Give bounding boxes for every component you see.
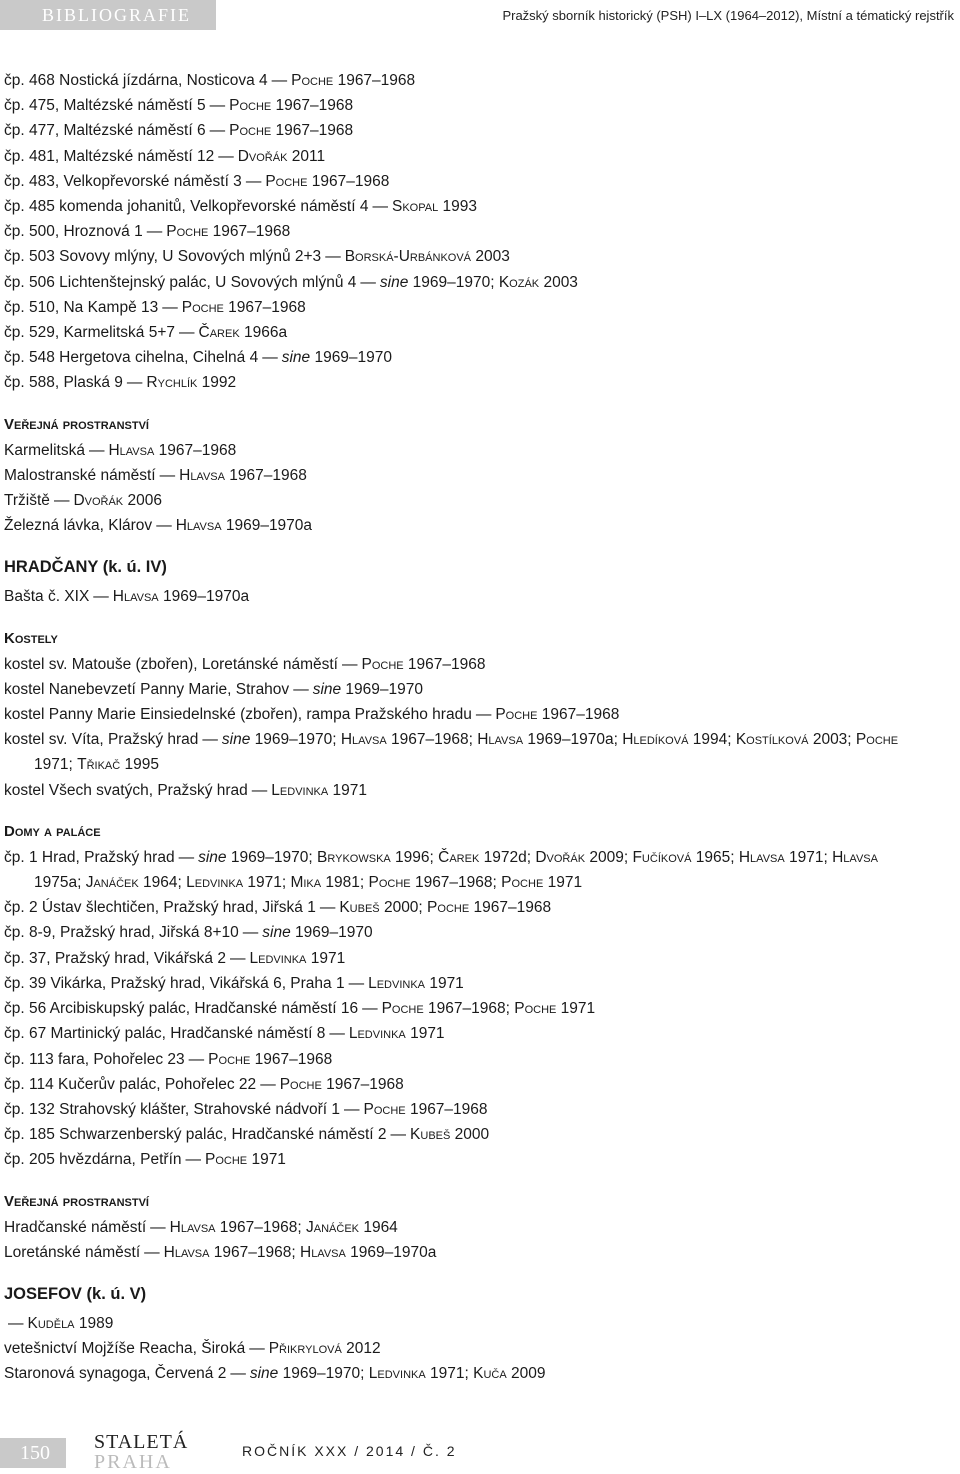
entry-dash: — <box>344 1100 360 1118</box>
entry-dash: — <box>209 122 226 140</box>
author-name: Hlavsa <box>832 848 878 866</box>
entry-text: 1969–1970; <box>408 273 499 291</box>
entry-dash: — <box>360 273 376 291</box>
author-name: Hlavsa <box>108 441 155 459</box>
entry-text: kostel Nanebevzetí Panny Marie, Strahov <box>4 680 290 698</box>
entry-dash: — <box>230 1365 246 1383</box>
entry-text: 1969–1970a <box>221 517 313 535</box>
entry-text: čp. 485 komenda johanitů, Velkopřevorské náměstí 4 <box>4 198 369 216</box>
entry-text: 1969–1970a <box>345 1243 437 1261</box>
entry-dash: — <box>262 349 278 367</box>
entry-text: 1981; <box>321 874 369 892</box>
entry-text: čp. 503 Sovovy mlýny, U Sovových mlýnů 2+3 <box>4 248 322 266</box>
author-name: Hledíková <box>622 731 689 749</box>
entry-text: čp. 8-9, Pražský hrad, Jiřská 8+10 <box>4 924 239 942</box>
entry-dash: — <box>251 781 268 799</box>
author-name: Hlavsa <box>300 1243 346 1261</box>
section-heading: JOSEFOV (k. ú. V) <box>4 1284 147 1303</box>
sine-marker: sine <box>221 731 251 749</box>
entry-text: čp. 37, Pražský hrad, Vikářská 2 <box>4 949 226 967</box>
index-entry <box>4 946 958 971</box>
author-name: Fučíková <box>632 848 692 866</box>
entry-text: 1967–1968; <box>215 1218 307 1236</box>
sine-marker: sine <box>281 349 311 367</box>
author-name: Poche <box>514 1000 557 1018</box>
section-heading: HRADČANY (k. ú. IV) <box>4 558 167 577</box>
entry-dash: — <box>229 949 246 967</box>
index-entry <box>4 1361 958 1386</box>
entry-text: 1994; <box>688 731 736 749</box>
entry-text: 1972d; <box>479 848 536 866</box>
entry-dash: — <box>218 147 234 165</box>
entry-dash: — <box>93 588 109 606</box>
entry-dash: — <box>242 924 259 942</box>
entry-dash: — <box>185 1151 202 1169</box>
entry-text: vetešnictví Mojžíše Reacha, Široká <box>4 1340 246 1358</box>
entry-text: 2003 <box>539 273 578 291</box>
entry-text: čp. 529, Karmelitská 5+7 <box>4 324 176 342</box>
index-entry <box>4 1021 958 1046</box>
entry-text: 1967–1968 <box>250 1050 333 1068</box>
entry-dash: — <box>249 1340 265 1358</box>
entry-text: čp. 588, Plaská 9 <box>4 374 123 392</box>
entry-text: čp. 506 Lichtenštejnský palác, U Sovových mlýnů 4 <box>4 273 357 291</box>
entry-dash: — <box>178 848 195 866</box>
author-name: Poche <box>381 1000 424 1018</box>
author-name: Poche <box>229 97 272 115</box>
entry-dash: — <box>202 731 218 749</box>
entry-text: 1975a; <box>34 874 86 892</box>
entry-text: kostel Panny Marie Einsiedelnské (zbořen), rampa Pražského hradu <box>4 706 472 724</box>
author-name: Hlavsa <box>477 731 524 749</box>
section-tag <box>0 0 216 30</box>
entry-dash: — <box>88 441 105 459</box>
entry-text: čp. 483, Velkopřevorské náměstí 3 <box>4 172 242 190</box>
entry-continuation <box>4 752 958 777</box>
entry-dash: — <box>150 1218 166 1236</box>
author-name: Hlavsa <box>175 517 222 535</box>
entry-text: 1969–1970; <box>278 1365 369 1383</box>
entry-text: 1967–1968; <box>423 1000 515 1018</box>
index-entry <box>4 778 958 803</box>
entry-text: čp. 39 Vikárka, Pražský hrad, Vikářská 6, Praha 1 <box>4 974 345 992</box>
index-entry <box>4 295 958 320</box>
index-entry <box>4 727 958 777</box>
logo-line2: PRAHA <box>94 1451 172 1473</box>
author-name: Janáček <box>306 1218 360 1236</box>
entry-text: Malostranské náměstí <box>4 466 156 484</box>
author-name: Kuděla <box>27 1314 75 1332</box>
entry-text: 1971; <box>784 848 833 866</box>
entry-text: 1971 <box>556 1000 596 1018</box>
entry-dash: — <box>53 492 70 510</box>
author-name: Poche <box>291 72 334 89</box>
index-entry <box>4 118 958 143</box>
entry-dash: — <box>362 1000 378 1018</box>
entry-dash: — <box>159 466 176 484</box>
author-name: Dvořák <box>237 147 288 165</box>
author-name: Rychlík <box>146 374 198 392</box>
entry-text: čp. 67 Martinický palác, Hradčanské náměstí 8 <box>4 1025 326 1043</box>
index-entry <box>4 169 958 194</box>
entry-text: čp. 114 Kučerův palác, Pohořelec 22 <box>4 1075 257 1093</box>
subsection-heading: Veřejná prostranství <box>4 415 149 433</box>
entry-text: 1969–1970; <box>226 848 318 866</box>
author-name: Hlavsa <box>738 848 785 866</box>
entry-dash: — <box>146 223 163 241</box>
issue-label: ROČNÍK XXX / 2014 / Č. 2 <box>242 1443 457 1459</box>
author-name: Poche <box>229 122 272 140</box>
author-name: Čarek <box>198 324 240 342</box>
index-entry <box>4 194 958 219</box>
index-entry <box>4 1240 958 1265</box>
entry-text: Bašta č. XIX <box>4 588 90 606</box>
journal-logo <box>94 1432 188 1472</box>
entry-continuation <box>4 870 958 895</box>
entry-text: 1967–1968 <box>224 466 307 484</box>
entry-text: čp. 56 Arcibiskupský palác, Hradčanské náměstí 16 <box>4 1000 359 1018</box>
entry-text: Staronová synagoga, Červená 2 <box>4 1365 227 1383</box>
author-name: Janáček <box>85 874 139 892</box>
entry-text: 1971; <box>34 756 78 774</box>
entry-text: 1965; <box>691 848 739 866</box>
author-name: Třikač <box>77 756 121 774</box>
entry-text: 1967–1968 <box>154 441 237 459</box>
entry-dash: — <box>179 324 195 342</box>
entry-dash: — <box>126 374 143 392</box>
entry-text: 1995 <box>120 756 159 774</box>
index-entry <box>4 244 958 269</box>
index-entry <box>4 1147 958 1172</box>
entry-text: 1967–1968; <box>386 731 478 749</box>
subsection-heading: Domy a paláce <box>4 822 101 840</box>
index-entry <box>4 144 958 169</box>
index-entry <box>4 1336 958 1361</box>
entry-text: Železná lávka, Klárov <box>4 517 153 535</box>
index-entry <box>4 1097 958 1122</box>
entry-dash: — <box>293 680 309 698</box>
entry-text: čp. 548 Hergetova cihelna, Cihelná 4 <box>4 349 259 367</box>
index-entry <box>4 1047 958 1072</box>
author-name: Poche <box>427 899 470 917</box>
author-name: Kozák <box>498 273 540 291</box>
author-name: Dvořák <box>73 492 124 510</box>
entry-text: kostel sv. Matouše (zbořen), Loretánské náměstí <box>4 655 338 673</box>
entry-text: Karmelitská <box>4 441 85 459</box>
index-entry <box>4 996 958 1021</box>
author-name: Poche <box>501 874 544 892</box>
author-name: Hlavsa <box>179 466 225 484</box>
sine-marker: sine <box>262 924 291 942</box>
author-name: Hlavsa <box>112 588 159 606</box>
entry-text: 1971; <box>425 1365 474 1383</box>
entry-dash: — <box>156 517 172 535</box>
entry-text: 1971; <box>243 874 291 892</box>
index-entry <box>4 345 958 370</box>
entry-text: 1992 <box>197 374 237 392</box>
entry-dash: — <box>390 1126 407 1144</box>
subsection-heading: Kostely <box>4 629 58 647</box>
entry-dash: — <box>245 172 262 190</box>
page-number: 150 <box>20 1442 50 1464</box>
entry-text: kostel Všech svatých, Pražský hrad <box>4 781 248 799</box>
index-entry <box>4 677 958 702</box>
author-name: Poche <box>855 731 899 749</box>
author-name: Poche <box>166 223 209 241</box>
author-name: Kuča <box>473 1365 507 1383</box>
sine-marker: sine <box>379 273 409 291</box>
entry-dash: — <box>188 1050 205 1068</box>
entry-text: 1967–1968 <box>271 97 354 115</box>
entry-text: 1971 <box>425 974 464 992</box>
entry-text: 1996; <box>390 848 439 866</box>
entry-text: Tržiště <box>4 492 50 510</box>
entry-text: 2012 <box>341 1340 381 1358</box>
index-entry <box>4 702 958 727</box>
entry-text: 1967–1968 <box>307 172 390 190</box>
entry-text: čp. 185 Schwarzenberský palác, Hradčanské náměstí 2 <box>4 1126 387 1144</box>
entry-dash: — <box>329 1025 345 1043</box>
entry-text: 1967–1968; <box>209 1243 300 1261</box>
author-name: Poche <box>361 655 404 673</box>
entry-text: 1969–1970; <box>250 731 341 749</box>
entry-dash: — <box>8 1314 24 1332</box>
entry-text: 1967–1968; <box>410 874 502 892</box>
entry-dash: — <box>325 248 341 266</box>
author-name: Ledvinka <box>348 1025 406 1043</box>
entry-text: 2000 <box>450 1126 490 1144</box>
author-name: Ledvinka <box>271 781 329 799</box>
entry-text: 1967–1968 <box>223 298 306 316</box>
entry-text: 1971 <box>247 1151 286 1169</box>
entry-text: čp. 205 hvězdárna, Petřín <box>4 1151 182 1169</box>
entry-text: kostel sv. Víta, Pražský hrad <box>4 731 199 749</box>
sine-marker: sine <box>249 1365 279 1383</box>
index-entry <box>4 920 958 945</box>
index-entry <box>4 971 958 996</box>
entry-dash: — <box>260 1075 276 1093</box>
entry-dash: — <box>162 298 178 316</box>
index-entry <box>4 584 958 609</box>
entry-text: čp. 475, Maltézské náměstí 5 <box>4 97 206 115</box>
index-entry <box>4 1072 958 1097</box>
section-tag-label: BIBLIOGRAFIE <box>42 5 191 25</box>
author-name: Čarek <box>438 848 480 866</box>
entry-text: 1969–1970a <box>158 588 250 606</box>
entry-text: 1967–1968 <box>271 122 354 140</box>
author-name: Poche <box>181 298 224 316</box>
entry-text: 2003 <box>471 248 510 266</box>
entry-text: 1967–1968 <box>333 72 416 89</box>
author-name: Brykowska <box>317 848 391 866</box>
entry-text: 1971 <box>405 1025 445 1043</box>
entry-text: 1969–1970 <box>290 924 373 942</box>
index-entry <box>4 513 958 538</box>
running-title: Pražský sborník historický (PSH) I–LX (1964–2012), Místní a tématický rejstřík <box>502 8 954 23</box>
index-content <box>4 68 958 1387</box>
sine-marker: sine <box>198 848 227 866</box>
index-entry <box>4 652 958 677</box>
author-name: Poche <box>495 706 538 724</box>
author-name: Skopal <box>391 198 439 216</box>
entry-dash: — <box>341 655 358 673</box>
entry-text: Loretánské náměstí <box>4 1243 141 1261</box>
index-entry <box>4 68 958 93</box>
author-name: Poche <box>368 874 411 892</box>
entry-text: 2009 <box>506 1365 546 1383</box>
author-name: Ledvinka <box>368 1365 426 1383</box>
entry-text: Hradčanské náměstí <box>4 1218 147 1236</box>
index-entry <box>4 845 958 895</box>
entry-text: 1967–1968 <box>537 706 620 724</box>
logo-line1: STALETÁ <box>94 1431 189 1453</box>
entry-text: čp. 2 Ústav šlechtičen, Pražský hrad, Jiřská 1 <box>4 899 316 917</box>
author-name: Ledvinka <box>186 874 244 892</box>
entry-text: 1967–1968 <box>403 655 486 673</box>
author-name: Hlavsa <box>340 731 387 749</box>
entry-dash: — <box>372 198 388 216</box>
author-name: Kostílková <box>735 731 809 749</box>
entry-text: 1989 <box>74 1314 114 1332</box>
entry-text: čp. 113 fara, Pohořelec 23 <box>4 1050 185 1068</box>
entry-dash: — <box>271 72 288 89</box>
entry-text: 1967–1968 <box>405 1100 488 1118</box>
index-entry <box>4 370 958 395</box>
entry-dash: — <box>144 1243 160 1261</box>
entry-text: 1969–1970 <box>341 680 424 698</box>
entry-text: 2006 <box>123 492 162 510</box>
entry-text: čp. 510, Na Kampě 13 <box>4 298 159 316</box>
entry-text: 1964 <box>359 1218 398 1236</box>
index-entry <box>4 270 958 295</box>
index-entry <box>4 93 958 118</box>
entry-text: 1966a <box>239 324 288 342</box>
index-entry <box>4 1311 958 1336</box>
entry-dash: — <box>475 706 492 724</box>
index-entry <box>4 895 958 920</box>
entry-dash: — <box>319 899 336 917</box>
entry-text: 1969–1970 <box>310 349 393 367</box>
index-entry <box>4 1122 958 1147</box>
author-name: Kubeš <box>339 899 380 917</box>
author-name: Poche <box>265 172 308 190</box>
entry-dash: — <box>209 97 226 115</box>
entry-text: čp. 1 Hrad, Pražský hrad <box>4 848 175 866</box>
author-name: Hlavsa <box>169 1218 216 1236</box>
entry-dash: — <box>348 974 365 992</box>
index-entry <box>4 488 958 513</box>
author-name: Borská-Urbánková <box>344 248 472 266</box>
author-name: Poche <box>363 1100 406 1118</box>
entry-text: čp. 132 Strahovský klášter, Strahovské nádvoří 1 <box>4 1100 341 1118</box>
entry-text: 1971 <box>328 781 368 799</box>
index-entry <box>4 438 958 463</box>
author-name: Poche <box>279 1075 322 1093</box>
author-name: Mika <box>290 874 322 892</box>
entry-text: 2000; <box>379 899 428 917</box>
entry-text: 1969–1970a; <box>523 731 623 749</box>
entry-text: 1993 <box>438 198 477 216</box>
entry-text: 1967–1968 <box>208 223 291 241</box>
entry-text: 1967–1968 <box>321 1075 404 1093</box>
author-name: Hlavsa <box>163 1243 210 1261</box>
entry-text: 1967–1968 <box>469 899 552 917</box>
entry-text: čp. 477, Maltézské náměstí 6 <box>4 122 206 140</box>
index-entry <box>4 320 958 345</box>
entry-text: 1964; <box>138 874 187 892</box>
index-entry <box>4 219 958 244</box>
author-name: Přikrylová <box>268 1340 342 1358</box>
author-name: Kubeš <box>410 1126 451 1144</box>
entry-text: 1971 <box>306 949 346 967</box>
author-name: Ledvinka <box>249 949 307 967</box>
subsection-heading: Veřejná prostranství <box>4 1192 149 1210</box>
entry-text: čp. 481, Maltézské náměstí 12 <box>4 147 215 165</box>
author-name: Poche <box>205 1151 248 1169</box>
entry-text: 2003; <box>808 731 856 749</box>
entry-text: čp. 468 Nostická jízdárna, Nosticova 4 <box>4 72 268 89</box>
index-entry <box>4 463 958 488</box>
sine-marker: sine <box>312 680 342 698</box>
entry-text: 2009; <box>585 848 633 866</box>
entry-text: čp. 500, Hroznová 1 <box>4 223 143 241</box>
author-name: Poche <box>208 1050 251 1068</box>
page-number-box <box>0 1438 66 1468</box>
author-name: Dvořák <box>535 848 586 866</box>
index-entry <box>4 1215 958 1240</box>
entry-text: 1971 <box>543 874 583 892</box>
author-name: Ledvinka <box>368 974 426 992</box>
entry-text: 2011 <box>287 147 326 165</box>
